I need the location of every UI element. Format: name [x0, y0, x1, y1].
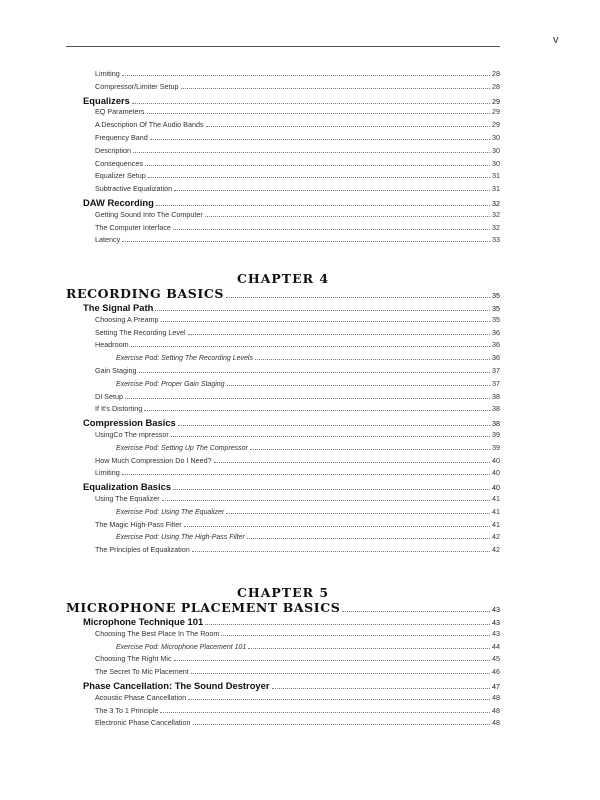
toc-entry-title: If It's Distorting: [95, 404, 143, 414]
dot-leader: [255, 359, 490, 360]
toc-entry-page: 41: [492, 506, 500, 516]
toc-entry-page: 41: [492, 519, 500, 529]
toc-entry-page: 42: [492, 532, 500, 542]
toc-entry-page: 48: [492, 705, 500, 715]
dot-leader: [148, 177, 490, 178]
toc-entry[interactable]: [66, 706, 500, 719]
toc-entry-page: 38: [492, 391, 500, 401]
toc-entry[interactable]: [66, 693, 500, 706]
chapter-5-entries: [66, 616, 500, 731]
toc-entry[interactable]: [66, 328, 500, 341]
toc-exercise-entry[interactable]: [66, 532, 500, 545]
toc-entry[interactable]: [66, 629, 500, 642]
chapter-4-title-row[interactable]: [66, 286, 500, 302]
toc-exercise-entry[interactable]: [66, 379, 500, 392]
toc-entry[interactable]: [66, 366, 500, 379]
toc-entry-page: 28: [492, 69, 500, 78]
chapter-5-label: CHAPTER 5: [236, 585, 330, 600]
toc-entry-page: 37: [492, 378, 500, 388]
toc-entry-title: How Much Compression Do I Need?: [95, 455, 212, 465]
dot-leader: [250, 449, 490, 450]
toc-entry-page: 29: [492, 120, 500, 130]
chapter-5-page: 43: [492, 605, 500, 614]
toc-section-entry[interactable]: [66, 417, 500, 430]
toc-entry-title: Frequency Band: [95, 132, 148, 142]
dot-leader: [155, 310, 490, 311]
toc-entry-page: 38: [492, 419, 500, 429]
chapter-5-section: [66, 586, 500, 731]
toc-entry-title: DAW Recording: [83, 196, 154, 208]
page-number: v: [553, 34, 559, 46]
toc-entry[interactable]: [66, 210, 500, 223]
toc-entry-page: 29: [492, 107, 500, 117]
toc-exercise-entry[interactable]: [66, 443, 500, 456]
toc-entry-title: The Computer Interface: [95, 222, 171, 232]
toc-entry-page: 44: [492, 641, 500, 651]
dot-leader: [122, 474, 490, 475]
toc-entry-page: 40: [492, 468, 500, 478]
toc-entry[interactable]: [66, 654, 500, 667]
toc-entry-title: Exercise Pod: Using The Equalizer: [116, 508, 225, 516]
dot-leader: [342, 611, 490, 612]
dot-leader: [173, 229, 490, 230]
toc-entry-title: The Secret To Mic Placement: [95, 667, 189, 677]
dot-leader: [221, 635, 490, 636]
toc-entry-page: 46: [492, 667, 500, 677]
toc-entry-title: The Signal Path: [83, 302, 154, 313]
dot-leader: [227, 385, 490, 386]
dot-leader: [131, 346, 490, 347]
toc-entry[interactable]: [66, 545, 500, 558]
toc-entry-title: Choosing The Right Mic: [95, 654, 172, 664]
toc-entry[interactable]: [66, 392, 500, 405]
dot-leader: [188, 334, 490, 335]
toc-entry[interactable]: [66, 718, 500, 731]
toc-entry-page: 39: [492, 442, 500, 452]
toc-entry-title: Limiting: [95, 69, 120, 78]
dot-leader: [145, 165, 490, 166]
toc-entry-title: Exercise Pod: Setting Up The Compressor: [116, 444, 248, 452]
dot-leader: [122, 75, 490, 76]
chapter-4-label: CHAPTER 4: [236, 271, 330, 286]
toc-entry-title: Exercise Pod: Proper Gain Staging: [116, 380, 225, 388]
toc-entry[interactable]: [66, 404, 500, 417]
toc-section-entry[interactable]: [66, 481, 500, 494]
toc-entry-title: EQ Parameters: [95, 107, 145, 117]
toc-entry-title: Using The Equalizer: [95, 493, 160, 503]
toc-entry[interactable]: [66, 315, 500, 328]
toc-entry-title: Consequences: [95, 158, 143, 168]
toc-entry-title: Acoustic Phase Cancellation: [95, 692, 187, 702]
dot-leader: [173, 489, 490, 490]
toc-entry-title: Microphone Technique 101: [83, 616, 204, 627]
toc-entry-page: 35: [492, 314, 500, 324]
dot-leader: [248, 648, 490, 649]
toc-entry[interactable]: [66, 171, 500, 184]
toc-entry-page: 31: [492, 184, 500, 194]
dot-leader: [192, 551, 490, 552]
toc-entry-page: 32: [492, 198, 500, 208]
dot-leader: [174, 660, 490, 661]
toc-entry[interactable]: [66, 223, 500, 236]
dot-leader: [133, 152, 490, 153]
toc-entry-page: 41: [492, 493, 500, 503]
toc-continued-section: [66, 69, 500, 248]
toc-entry[interactable]: [66, 667, 500, 680]
toc-entry[interactable]: [66, 184, 500, 197]
toc-entry[interactable]: [66, 430, 500, 443]
dot-leader: [161, 321, 490, 322]
toc-entry-page: 35: [492, 304, 500, 313]
dot-leader: [147, 113, 490, 114]
toc-entry[interactable]: [66, 133, 500, 146]
toc-entry-title: Equalizer Setup: [95, 171, 146, 181]
dot-leader: [184, 526, 490, 527]
toc-entry-title: Exercise Pod: Setting The Recording Levels: [116, 355, 253, 363]
toc-entry-page: 48: [492, 692, 500, 702]
dot-leader: [132, 103, 490, 104]
toc-entry[interactable]: [66, 235, 500, 248]
dot-leader: [272, 688, 490, 689]
toc-entry-page: 47: [492, 681, 500, 691]
dot-leader: [178, 425, 490, 426]
dot-leader: [156, 205, 490, 206]
toc-section-entry[interactable]: [66, 680, 500, 693]
toc-entry-title: Subtractive Equalization: [95, 184, 173, 194]
toc-entry-title: The Principles of Equalization: [95, 545, 190, 555]
toc-entry-title: Choosing The Best Place In The Room: [95, 628, 220, 638]
toc-entry-title: Headroom: [95, 340, 129, 350]
toc-entry-page: 36: [492, 327, 500, 337]
toc-entry-title: Equalizers: [83, 94, 130, 106]
toc-section-entry[interactable]: [66, 197, 500, 210]
toc-entry-title: Electronic Phase Cancellation: [95, 718, 191, 728]
toc-entry-page: 31: [492, 171, 500, 181]
toc-entry-title: The Magic High-Pass Filter: [95, 519, 182, 529]
toc-entry-page: 32: [492, 222, 500, 232]
toc-section-entry[interactable]: [66, 95, 500, 108]
toc-entry[interactable]: [66, 520, 500, 533]
dot-leader: [122, 241, 490, 242]
toc-entry-page: 39: [492, 429, 500, 439]
toc-entry-page: 42: [492, 545, 500, 555]
toc-entry-title: Limiting: [95, 468, 120, 478]
toc-section-entry[interactable]: [66, 616, 500, 629]
toc-exercise-entry[interactable]: [66, 353, 500, 366]
toc-entry-title: Choosing A Preamp: [95, 314, 159, 324]
toc-entry-page: 30: [492, 145, 500, 155]
toc-entry-page: 28: [492, 81, 500, 91]
chapter-4-entries: [66, 302, 500, 558]
dot-leader: [144, 410, 490, 411]
dot-leader: [160, 712, 490, 713]
dot-leader: [139, 372, 490, 373]
toc-entry[interactable]: [66, 159, 500, 172]
toc-entry-title: Exercise Pod: Using The High-Pass Filter: [116, 534, 245, 542]
dot-leader: [206, 126, 490, 127]
toc-entry-page: 30: [492, 158, 500, 168]
toc-entry-page: 36: [492, 353, 500, 363]
dot-leader: [181, 88, 491, 89]
toc-entry-page: 45: [492, 654, 500, 664]
dot-leader: [226, 297, 490, 298]
toc-entry-page: 38: [492, 404, 500, 414]
toc-entry-title: Gain Staging: [95, 365, 137, 375]
dot-leader: [171, 436, 490, 437]
dot-leader: [193, 724, 491, 725]
toc-entry-title: Compression Basics: [83, 417, 176, 429]
chapter-4-title: RECORDING BASICS: [66, 286, 224, 301]
toc-entry-page: 43: [492, 618, 500, 627]
toc-entry-title: Latency: [95, 235, 121, 245]
toc-entry-page: 37: [492, 365, 500, 375]
toc-entry-title: The 3 To 1 Principle: [95, 705, 159, 715]
toc-section-entry[interactable]: [66, 302, 500, 315]
toc-exercise-entry[interactable]: [66, 507, 500, 520]
toc-entry-page: 48: [492, 718, 500, 728]
toc-entry[interactable]: [66, 107, 500, 120]
dot-leader: [247, 538, 490, 539]
toc-entry-title: Phase Cancellation: The Sound Destroyer: [83, 679, 270, 691]
dot-leader: [162, 500, 490, 501]
toc-entry[interactable]: [66, 120, 500, 133]
toc-entry[interactable]: [66, 456, 500, 469]
dot-leader: [205, 216, 490, 217]
toc-entry[interactable]: [66, 494, 500, 507]
dot-leader: [191, 673, 490, 674]
toc-entry-page: 36: [492, 340, 500, 350]
toc-entry[interactable]: [66, 468, 500, 481]
dot-leader: [214, 462, 490, 463]
toc-entry-title: Exercise Pod: Microphone Placement 101: [116, 643, 247, 651]
toc-entry[interactable]: [66, 340, 500, 353]
toc-entry-title: Getting Sound Into The Computer: [95, 209, 203, 219]
dot-leader: [226, 513, 490, 514]
toc-entry-title: Equalization Basics: [83, 481, 172, 493]
dot-leader: [150, 139, 490, 140]
toc-entry-page: 29: [492, 96, 500, 106]
dot-leader: [205, 624, 490, 625]
toc-exercise-entry[interactable]: [66, 642, 500, 655]
dot-leader: [188, 699, 490, 700]
chapter-5-title: MICROPHONE PLACEMENT BASICS: [66, 600, 341, 615]
toc-entry-title: UsingCo The mpressor: [95, 429, 169, 439]
chapter-4-page: 35: [492, 291, 500, 300]
toc-entry-page: 32: [492, 209, 500, 219]
chapter-5-title-row[interactable]: [66, 600, 500, 616]
toc-entry-title: DI Setup: [95, 391, 123, 401]
toc-entry-title: Description: [95, 145, 131, 155]
toc-entry-page: 40: [492, 483, 500, 493]
toc-entry[interactable]: [66, 82, 500, 95]
toc-entry[interactable]: [66, 69, 500, 82]
toc-entry-title: Compressor/Limiter Setup: [95, 81, 179, 91]
toc-entry-page: 33: [492, 235, 500, 245]
dot-leader: [125, 398, 490, 399]
toc-entry-title: Setting The Recording Level: [95, 327, 186, 337]
toc-entry-page: 40: [492, 455, 500, 465]
toc-entry[interactable]: [66, 146, 500, 159]
toc-entry-page: 30: [492, 132, 500, 142]
header-rule: [66, 46, 500, 47]
toc-entry-page: 43: [492, 628, 500, 638]
chapter-4-section: [66, 272, 500, 558]
toc-entry-title: A Description Of The Audio Bands: [95, 120, 204, 130]
dot-leader: [174, 190, 490, 191]
